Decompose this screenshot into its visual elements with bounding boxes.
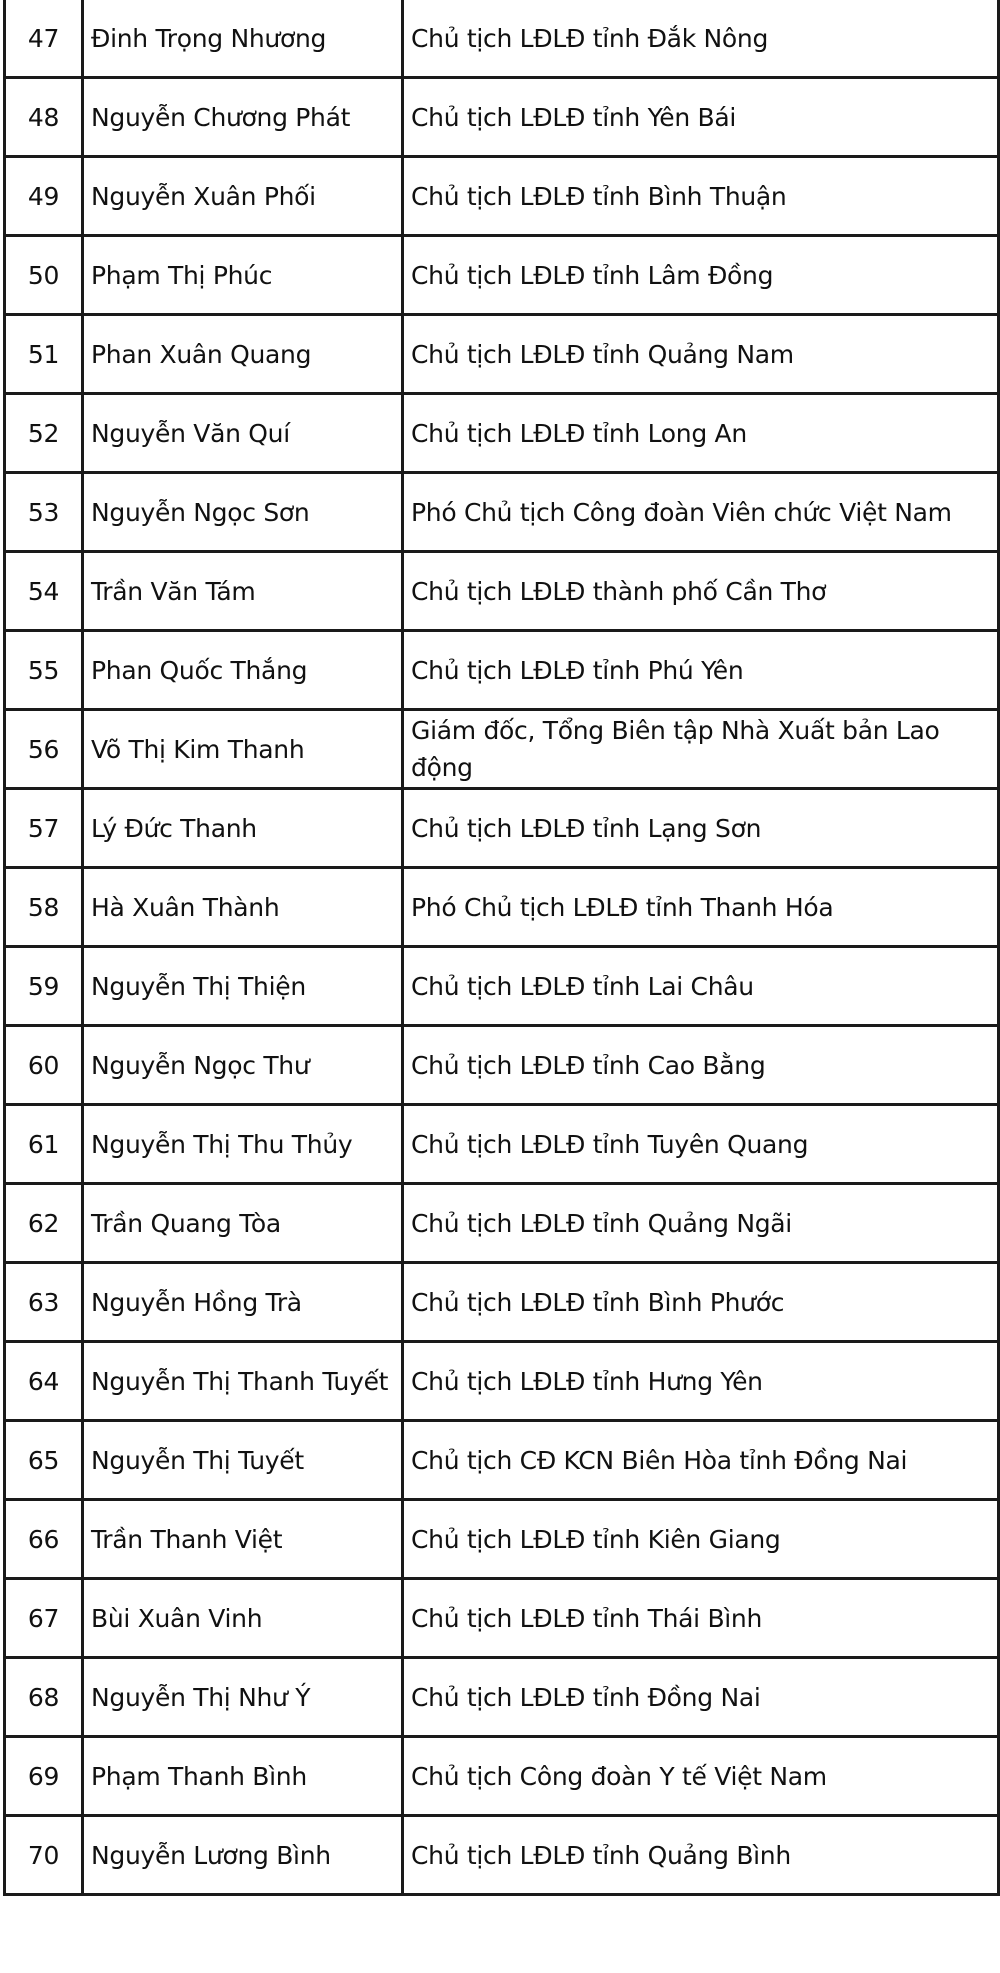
table-row <box>5 631 999 710</box>
member-name-cell: Phạm Thị Phúc <box>83 236 403 315</box>
member-position-cell: Chủ tịch LĐLĐ tỉnh Long An <box>403 394 999 473</box>
table-row <box>5 1184 999 1263</box>
row-number-cell: 62 <box>5 1184 83 1263</box>
member-position-cell: Chủ tịch Công đoàn Y tế Việt Nam <box>403 1737 999 1816</box>
member-name-cell: Nguyễn Văn Quí <box>83 394 403 473</box>
member-name-cell: Nguyễn Ngọc Sơn <box>83 473 403 552</box>
table-row <box>5 1658 999 1737</box>
row-number-cell: 49 <box>5 157 83 236</box>
member-name-cell: Nguyễn Thị Như Ý <box>83 1658 403 1737</box>
member-name-cell: Nguyễn Xuân Phối <box>83 157 403 236</box>
table-row <box>5 315 999 394</box>
member-position-cell: Chủ tịch LĐLĐ tỉnh Thái Bình <box>403 1579 999 1658</box>
member-name-cell: Võ Thị Kim Thanh <box>83 710 403 789</box>
row-number-cell: 59 <box>5 947 83 1026</box>
table-row <box>5 157 999 236</box>
member-name-cell: Phan Xuân Quang <box>83 315 403 394</box>
table-row <box>5 0 999 78</box>
row-number-cell: 53 <box>5 473 83 552</box>
member-position-cell: Chủ tịch LĐLĐ tỉnh Lạng Sơn <box>403 789 999 868</box>
table-row <box>5 868 999 947</box>
table-row <box>5 1421 999 1500</box>
table-row <box>5 1342 999 1421</box>
row-number-cell: 65 <box>5 1421 83 1500</box>
table-row <box>5 473 999 552</box>
member-name-cell: Đinh Trọng Nhương <box>83 0 403 78</box>
member-name-cell: Nguyễn Chương Phát <box>83 78 403 157</box>
row-number-cell: 52 <box>5 394 83 473</box>
member-name-cell: Trần Quang Tòa <box>83 1184 403 1263</box>
row-number-cell: 63 <box>5 1263 83 1342</box>
member-position-cell: Phó Chủ tịch LĐLĐ tỉnh Thanh Hóa <box>403 868 999 947</box>
table-row <box>5 1026 999 1105</box>
member-position-cell: Chủ tịch LĐLĐ tỉnh Lâm Đồng <box>403 236 999 315</box>
row-number-cell: 70 <box>5 1816 83 1895</box>
member-table-body <box>5 0 999 1895</box>
row-number-cell: 61 <box>5 1105 83 1184</box>
table-row <box>5 1816 999 1895</box>
table-row <box>5 710 999 789</box>
member-position-cell: Chủ tịch LĐLĐ tỉnh Quảng Bình <box>403 1816 999 1895</box>
member-name-cell: Nguyễn Ngọc Thư <box>83 1026 403 1105</box>
member-position-cell: Chủ tịch LĐLĐ tỉnh Hưng Yên <box>403 1342 999 1421</box>
member-name-cell: Nguyễn Thị Tuyết <box>83 1421 403 1500</box>
member-position-cell: Chủ tịch LĐLĐ tỉnh Đồng Nai <box>403 1658 999 1737</box>
member-name-cell: Nguyễn Hồng Trà <box>83 1263 403 1342</box>
table-row <box>5 789 999 868</box>
row-number-cell: 64 <box>5 1342 83 1421</box>
member-position-cell: Chủ tịch CĐ KCN Biên Hòa tỉnh Đồng Nai <box>403 1421 999 1500</box>
row-number-cell: 48 <box>5 78 83 157</box>
member-name-cell: Phan Quốc Thắng <box>83 631 403 710</box>
table-row <box>5 947 999 1026</box>
member-position-cell: Giám đốc, Tổng Biên tập Nhà Xuất bản Lao động <box>403 710 999 789</box>
member-name-cell: Nguyễn Lương Bình <box>83 1816 403 1895</box>
member-name-cell: Nguyễn Thị Thanh Tuyết <box>83 1342 403 1421</box>
row-number-cell: 56 <box>5 710 83 789</box>
member-name-cell: Phạm Thanh Bình <box>83 1737 403 1816</box>
table-row <box>5 1737 999 1816</box>
member-position-cell: Chủ tịch LĐLĐ tỉnh Lai Châu <box>403 947 999 1026</box>
member-position-cell: Chủ tịch LĐLĐ tỉnh Phú Yên <box>403 631 999 710</box>
row-number-cell: 55 <box>5 631 83 710</box>
member-name-cell: Lý Đức Thanh <box>83 789 403 868</box>
member-position-cell: Chủ tịch LĐLĐ tỉnh Quảng Nam <box>403 315 999 394</box>
row-number-cell: 69 <box>5 1737 83 1816</box>
member-table <box>3 0 1000 1896</box>
member-name-cell: Bùi Xuân Vinh <box>83 1579 403 1658</box>
member-list-document <box>3 0 997 1896</box>
member-position-cell: Chủ tịch LĐLĐ tỉnh Bình Phước <box>403 1263 999 1342</box>
row-number-cell: 47 <box>5 0 83 78</box>
table-row <box>5 1105 999 1184</box>
member-name-cell: Trần Văn Tám <box>83 552 403 631</box>
table-row <box>5 1263 999 1342</box>
row-number-cell: 68 <box>5 1658 83 1737</box>
member-name-cell: Trần Thanh Việt <box>83 1500 403 1579</box>
table-row <box>5 394 999 473</box>
row-number-cell: 67 <box>5 1579 83 1658</box>
table-row <box>5 1500 999 1579</box>
table-row <box>5 1579 999 1658</box>
member-position-cell: Chủ tịch LĐLĐ tỉnh Quảng Ngãi <box>403 1184 999 1263</box>
table-row <box>5 78 999 157</box>
row-number-cell: 58 <box>5 868 83 947</box>
member-position-cell: Chủ tịch LĐLĐ thành phố Cần Thơ <box>403 552 999 631</box>
row-number-cell: 51 <box>5 315 83 394</box>
member-position-cell: Phó Chủ tịch Công đoàn Viên chức Việt Nam <box>403 473 999 552</box>
member-position-cell: Chủ tịch LĐLĐ tỉnh Bình Thuận <box>403 157 999 236</box>
table-row <box>5 236 999 315</box>
table-row <box>5 552 999 631</box>
member-position-cell: Chủ tịch LĐLĐ tỉnh Tuyên Quang <box>403 1105 999 1184</box>
member-name-cell: Nguyễn Thị Thu Thủy <box>83 1105 403 1184</box>
member-position-cell: Chủ tịch LĐLĐ tỉnh Cao Bằng <box>403 1026 999 1105</box>
row-number-cell: 54 <box>5 552 83 631</box>
row-number-cell: 57 <box>5 789 83 868</box>
member-name-cell: Hà Xuân Thành <box>83 868 403 947</box>
row-number-cell: 50 <box>5 236 83 315</box>
row-number-cell: 60 <box>5 1026 83 1105</box>
member-position-cell: Chủ tịch LĐLĐ tỉnh Đắk Nông <box>403 0 999 78</box>
row-number-cell: 66 <box>5 1500 83 1579</box>
member-position-cell: Chủ tịch LĐLĐ tỉnh Yên Bái <box>403 78 999 157</box>
member-name-cell: Nguyễn Thị Thiện <box>83 947 403 1026</box>
member-position-cell: Chủ tịch LĐLĐ tỉnh Kiên Giang <box>403 1500 999 1579</box>
